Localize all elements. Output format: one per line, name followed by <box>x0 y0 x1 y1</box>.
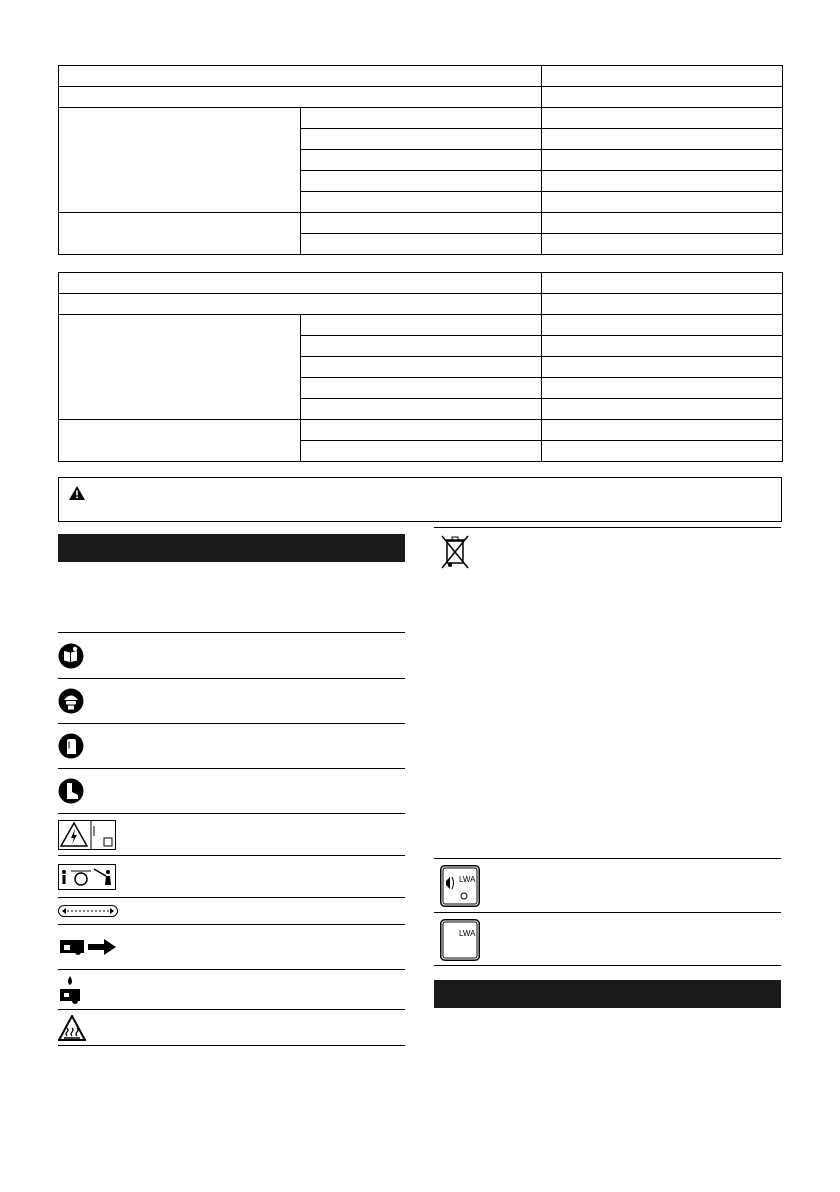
electric-hazard-distance-icon <box>58 820 116 850</box>
table-cell <box>301 357 542 378</box>
table-row <box>59 87 783 108</box>
spec-table <box>58 272 783 462</box>
table-cell <box>542 150 783 171</box>
noise-row <box>434 858 781 912</box>
table-cell <box>59 213 301 255</box>
table-cell <box>59 66 542 87</box>
table-cell <box>542 273 783 294</box>
safety-boots-icon <box>58 778 84 804</box>
symbol-row <box>58 768 405 813</box>
symbol-row <box>58 678 405 723</box>
table-row <box>59 213 783 234</box>
symbol-row <box>58 723 405 768</box>
warning-box <box>58 477 782 522</box>
table-cell <box>542 315 783 336</box>
symbol-row <box>58 1009 405 1046</box>
table-cell <box>542 399 783 420</box>
symbols-section-header <box>58 534 405 562</box>
table-cell <box>542 336 783 357</box>
table-cell <box>301 129 542 150</box>
protective-gloves-icon <box>58 733 84 759</box>
table-cell <box>542 192 783 213</box>
table-cell <box>301 441 542 462</box>
table-row <box>59 315 783 336</box>
table-cell <box>301 192 542 213</box>
table-cell <box>301 420 542 441</box>
crossed-out-bin-icon <box>440 534 470 572</box>
table-cell <box>59 87 542 108</box>
table-cell <box>542 213 783 234</box>
table-cell <box>59 108 301 213</box>
sound-power-level-icon <box>440 865 480 907</box>
badge-text: LWA <box>459 929 476 938</box>
read-manual-icon <box>58 643 84 669</box>
table-cell <box>542 66 783 87</box>
table-cell <box>542 294 783 315</box>
table-row <box>59 420 783 441</box>
table-cell <box>301 213 542 234</box>
noise-row <box>434 912 781 966</box>
noise-labels <box>434 858 781 966</box>
weee-notice <box>434 527 781 576</box>
table-cell <box>301 150 542 171</box>
table-cell <box>542 441 783 462</box>
table-row <box>59 273 783 294</box>
table-cell <box>542 87 783 108</box>
table-cell <box>301 315 542 336</box>
table-cell <box>542 129 783 150</box>
table-cell <box>301 171 542 192</box>
table-cell <box>542 420 783 441</box>
helmet-eye-ear-protection-icon <box>58 688 84 714</box>
table-row <box>59 66 783 87</box>
spec-table <box>58 65 783 255</box>
badge-text: LWA <box>459 875 476 884</box>
warning-triangle-icon <box>68 485 86 501</box>
table-cell <box>59 315 301 420</box>
symbol-row <box>58 855 405 897</box>
section-header <box>434 980 781 1008</box>
table-cell <box>542 234 783 255</box>
table-row <box>59 108 783 129</box>
table-cell <box>542 378 783 399</box>
table-cell <box>301 336 542 357</box>
table-cell <box>59 294 542 315</box>
chain-length-icon <box>58 905 118 917</box>
symbol-row <box>58 632 405 678</box>
table-cell <box>301 108 542 129</box>
table-cell <box>59 273 542 294</box>
chain-oil-icon <box>58 975 82 1005</box>
symbol-list <box>58 632 405 1046</box>
table-cell <box>542 357 783 378</box>
table-cell <box>59 420 301 462</box>
table-row <box>59 294 783 315</box>
table-cell <box>301 234 542 255</box>
table-cell <box>301 378 542 399</box>
keep-bystanders-away-icon <box>58 864 116 890</box>
chain-direction-icon <box>58 936 118 958</box>
table-cell <box>301 399 542 420</box>
symbol-row <box>58 924 405 969</box>
hot-surface-icon <box>58 1015 86 1041</box>
table-cell <box>542 171 783 192</box>
symbol-row <box>58 813 405 855</box>
table-cell <box>542 108 783 129</box>
symbol-row <box>58 897 405 924</box>
symbol-row <box>58 969 405 1009</box>
guaranteed-sound-level-icon <box>440 919 480 961</box>
